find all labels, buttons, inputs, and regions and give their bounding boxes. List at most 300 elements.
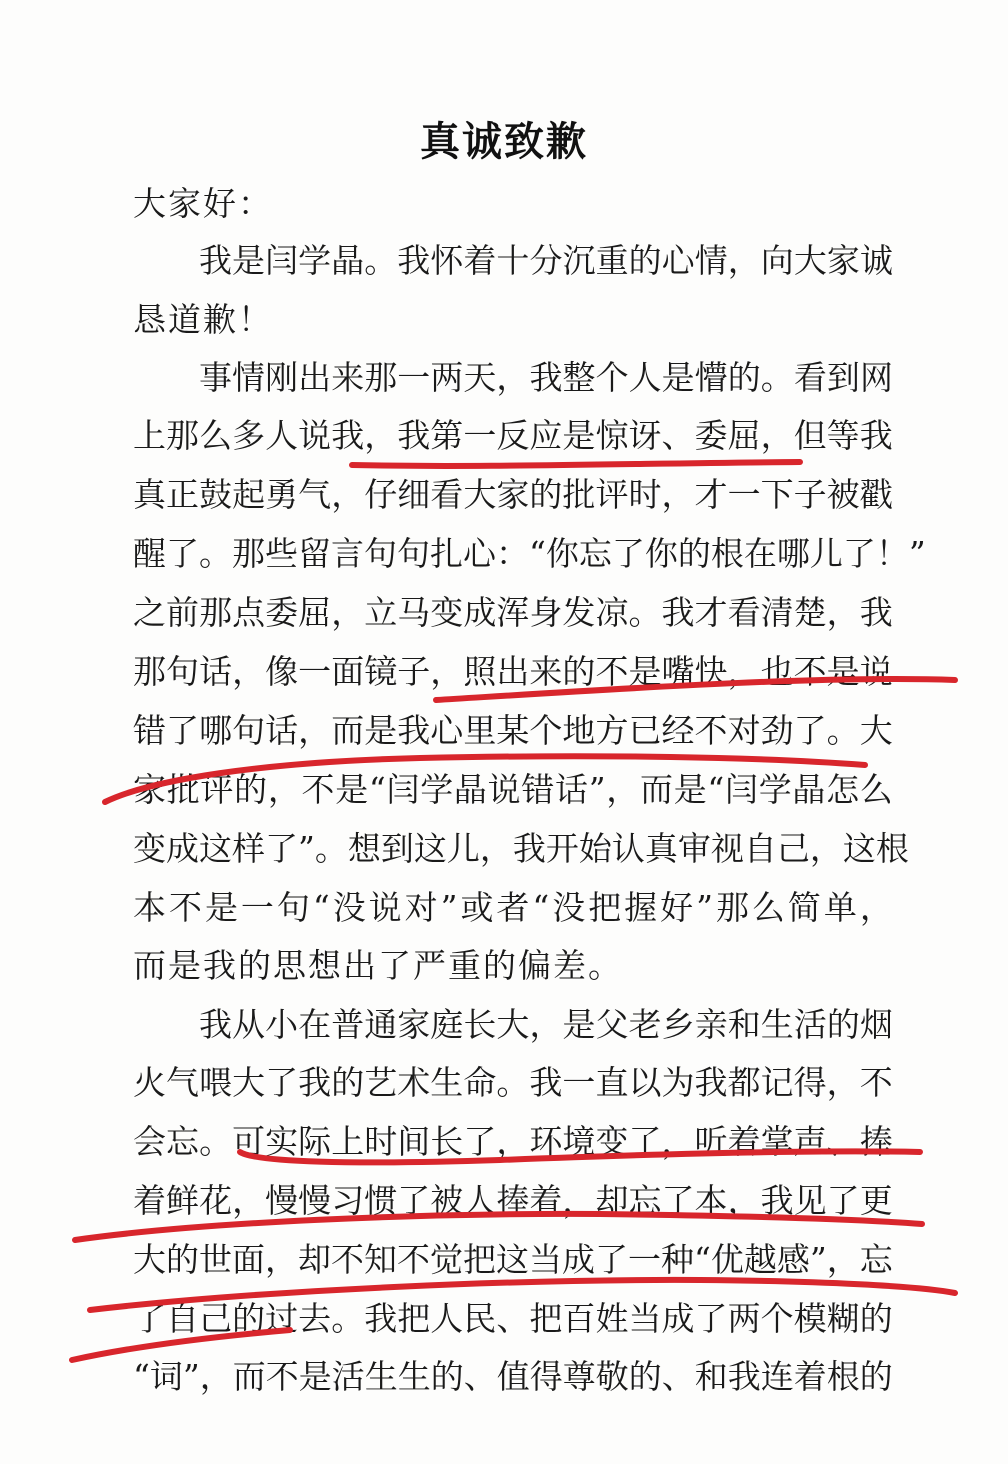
text-char: 你 [644, 534, 678, 573]
text-char: 等 [826, 416, 860, 455]
text-char: 看 [793, 358, 827, 397]
text-char: 着 [529, 1181, 563, 1220]
text-char: 自 [743, 829, 777, 868]
text-char: 发 [562, 593, 596, 632]
text-char: 我 [298, 1063, 332, 1102]
text-char: 忘 [628, 1181, 662, 1220]
text-char: 惊 [595, 416, 629, 455]
text-char: 那 [133, 652, 166, 691]
text-char: 我 [512, 829, 546, 868]
text-line [133, 829, 909, 869]
text-char: 重 [595, 241, 629, 280]
text-char: 我 [694, 1063, 728, 1102]
text-char: 姓 [595, 1299, 629, 1338]
text-char: 人 [628, 358, 662, 397]
text-char: 一 [628, 1240, 661, 1279]
text-char: 、 [661, 416, 695, 455]
text-char: 觉 [430, 1240, 463, 1279]
text-char: 是 [364, 711, 398, 750]
text-char: 却 [595, 1181, 629, 1220]
text-char: 见 [793, 1181, 827, 1220]
text-char: 屈 [298, 593, 332, 632]
text-char: “ [707, 770, 725, 809]
text-char: 上 [331, 1122, 365, 1161]
text-char: 喂 [199, 1063, 233, 1102]
text-char: 知 [364, 1240, 397, 1279]
text-char: 哪 [199, 711, 233, 750]
text-char: “ [368, 770, 386, 809]
text-char: 情 [232, 358, 266, 397]
text-char: 的 [859, 1357, 893, 1396]
text-char: “ [532, 888, 550, 927]
text-char: 句 [364, 534, 397, 573]
text-char: 那 [715, 888, 749, 927]
text-char: 大 [793, 241, 827, 280]
text-char: 身 [529, 593, 563, 632]
text-char: 天 [463, 358, 497, 397]
text-char: 敬 [595, 1357, 629, 1396]
text-char: 家 [496, 475, 530, 514]
text-char: 了 [463, 1122, 497, 1161]
text-char: 大 [463, 475, 497, 514]
text-char: 我 [397, 416, 431, 455]
text-char: 开 [545, 829, 579, 868]
text-char: 而 [640, 770, 673, 809]
text-char: 烟 [859, 1005, 893, 1044]
text-char: 学 [758, 770, 792, 809]
text-char: 了 [842, 534, 876, 573]
text-char: 不 [793, 652, 827, 691]
text-char: 活 [793, 1005, 827, 1044]
text-char: 声 [793, 1122, 827, 1161]
text-char: 两 [727, 1299, 761, 1338]
text-line [133, 1122, 893, 1162]
text-char: 了 [133, 1299, 166, 1338]
text-char: 不 [694, 711, 728, 750]
text-char: 民 [463, 1299, 497, 1338]
text-char: 越 [743, 1240, 777, 1279]
text-char: 不 [168, 888, 202, 927]
text-char: 气 [298, 475, 332, 514]
text-char: 立 [364, 593, 398, 632]
text-char: 感 [776, 1240, 810, 1279]
text-char: 批 [562, 475, 596, 514]
text-char: 不 [595, 652, 629, 691]
text-char: 讶 [628, 416, 662, 455]
text-char: 以 [628, 1063, 662, 1102]
text-line [133, 652, 893, 692]
text-char: 者 [496, 888, 530, 927]
text-char: ， [809, 829, 843, 868]
text-char: 沉 [562, 241, 596, 280]
text-char: 劲 [760, 711, 794, 750]
text-char: 醒 [133, 534, 166, 573]
text-char: 了 [595, 1240, 628, 1279]
text-char: 怀 [430, 241, 464, 280]
text-char: 活 [331, 1357, 365, 1396]
text-char: 际 [298, 1122, 332, 1161]
text-char: 着 [727, 1122, 761, 1161]
text-char: 评 [200, 770, 234, 809]
text-line [133, 1181, 893, 1221]
text-char: 句 [397, 534, 430, 573]
text-char: 镜 [364, 652, 398, 691]
text-char: ， [364, 416, 398, 455]
text-char: 学 [298, 241, 332, 280]
text-char: 网 [859, 358, 893, 397]
text-char: 根 [826, 1357, 860, 1396]
text-char: 对 [727, 711, 761, 750]
text-char: 那 [364, 358, 398, 397]
text-char: 了 [628, 1122, 662, 1161]
text-char: ， [496, 1122, 530, 1161]
text-char: 那 [199, 593, 233, 632]
text-char: 说 [487, 770, 521, 809]
text-char: 马 [397, 593, 431, 632]
text-char: 为 [661, 1063, 695, 1102]
text-char: 嘴 [661, 652, 695, 691]
text-char: ， [232, 1181, 266, 1220]
text-char: 捧 [859, 1122, 893, 1161]
text-char: 了 [166, 534, 199, 573]
text-char: 大 [859, 711, 893, 750]
text-char: 、 [826, 1122, 860, 1161]
text-char: 没 [332, 888, 366, 927]
text-char: 去 [298, 1299, 332, 1338]
text-char: 气 [166, 1063, 200, 1102]
text-char: 清 [760, 593, 794, 632]
text-char: 委 [694, 416, 728, 455]
text-char: 模 [793, 1299, 827, 1338]
text-char: 是 [562, 1005, 596, 1044]
text-char: 得 [793, 1063, 827, 1102]
text-line [133, 1240, 893, 1280]
text-char: 批 [166, 770, 200, 809]
text-char: 惯 [364, 1181, 398, 1220]
text-char: 了 [694, 1299, 728, 1338]
text-char: 了 [611, 534, 645, 573]
text-char: 成 [562, 1240, 595, 1279]
text-char: 。 [331, 1299, 365, 1338]
text-char: 可 [232, 1122, 266, 1161]
text-char: 生 [430, 1063, 464, 1102]
text-char: ” [696, 888, 713, 927]
text-char: 大 [232, 1063, 266, 1102]
text-char: 儿 [809, 534, 843, 573]
text-char: 十 [496, 241, 530, 280]
text-char: 说 [298, 416, 332, 455]
text-char: 的 [430, 1357, 464, 1396]
text-char: ， [826, 593, 860, 632]
text-char: 单 [823, 888, 857, 927]
text-char: 仔 [364, 475, 398, 514]
text-char: 一 [463, 416, 497, 455]
text-char: 一 [727, 475, 761, 514]
text-char: 慢 [298, 1181, 332, 1220]
text-char: 经 [661, 711, 695, 750]
text-char: 却 [298, 1240, 331, 1279]
text-char: 才 [694, 475, 728, 514]
text-char: 这 [842, 829, 876, 868]
text-char: 简 [787, 888, 821, 927]
text-char: 着 [133, 1181, 166, 1220]
text-char: 握 [624, 888, 658, 927]
text-line [133, 1063, 893, 1103]
text-char: “ [694, 1240, 711, 1279]
text-char: 向 [760, 241, 794, 280]
text-line [133, 888, 893, 928]
text-char: 认 [611, 829, 645, 868]
text-char: 晶 [792, 770, 826, 809]
text-char: 亲 [694, 1005, 728, 1044]
text-char: 小 [265, 1005, 299, 1044]
text-char: 、 [496, 1299, 530, 1338]
document-title: 真诚致歉 [420, 118, 588, 165]
text-char: 在 [298, 1005, 332, 1044]
text-char: 把 [463, 1240, 496, 1279]
text-char: 句 [232, 711, 266, 750]
text-char: 的 [232, 1299, 266, 1338]
text-char: 是 [661, 358, 695, 397]
text-char: 我 [364, 1299, 398, 1338]
text-char: ， [661, 475, 695, 514]
text-char: 人 [463, 1181, 497, 1220]
text-char: 大 [496, 1005, 530, 1044]
text-char: 连 [760, 1357, 794, 1396]
text-char: 扎 [430, 534, 463, 573]
text-char: 人 [430, 1299, 464, 1338]
text-char: 委 [265, 593, 299, 632]
text-char: ， [479, 829, 513, 868]
text-line: 恳道歉！ [133, 300, 273, 339]
text-char: 方 [595, 711, 629, 750]
text-char: 出 [496, 652, 530, 691]
text-char: 更 [859, 1181, 893, 1220]
text-char: 变 [430, 593, 464, 632]
text-char: 晶 [453, 770, 487, 809]
text-char: ： [496, 534, 529, 573]
text-char: 环 [529, 1122, 563, 1161]
text-char: 被 [430, 1181, 464, 1220]
text-char: 起 [232, 475, 266, 514]
text-char: 凉 [595, 593, 629, 632]
text-char: 么 [859, 770, 893, 809]
text-char: 长 [463, 1005, 497, 1044]
text-char: 家 [133, 770, 166, 809]
text-char: 真 [644, 829, 678, 868]
text-char: 点 [232, 593, 266, 632]
text-char: 慢 [265, 1181, 299, 1220]
text-char: 浑 [496, 593, 530, 632]
text-char: 学 [420, 770, 454, 809]
text-char: 的 [331, 1063, 365, 1102]
text-char: 是 [826, 652, 860, 691]
text-char: ， [562, 1181, 596, 1220]
text-char: 。 [199, 1122, 233, 1161]
text-char: 看 [430, 475, 464, 514]
text-char: 生 [760, 1005, 794, 1044]
text-char: 的 [677, 534, 711, 573]
text-char: 我 [661, 593, 695, 632]
text-char: 艺 [364, 1063, 398, 1102]
text-char: 视 [710, 829, 744, 868]
text-char: ， [496, 358, 530, 397]
text-char: 前 [166, 593, 200, 632]
text-line [199, 241, 893, 281]
text-char: 。 [496, 1063, 530, 1102]
text-char: 术 [397, 1063, 431, 1102]
text-line [199, 358, 893, 398]
text-char: ， [529, 1005, 563, 1044]
text-char: ， [430, 652, 464, 691]
text-char: 而 [331, 711, 365, 750]
text-char: 是 [562, 416, 596, 455]
text-line [133, 416, 893, 456]
text-char: 我 [331, 416, 365, 455]
text-char: 的 [859, 1299, 893, 1338]
text-char: ， [661, 1122, 695, 1161]
text-char: 我 [727, 1357, 761, 1396]
text-char: 在 [743, 534, 777, 573]
text-char: 鼓 [199, 475, 233, 514]
text-char: 来 [331, 358, 365, 397]
text-char: 自 [166, 1299, 200, 1338]
text-char: 了 [265, 829, 298, 868]
text-char: ， [265, 1240, 298, 1279]
text-char: 句 [166, 652, 200, 691]
text-char: 变 [595, 1122, 629, 1161]
text-char: 第 [430, 416, 464, 455]
text-char: 戳 [859, 475, 893, 514]
text-char: 分 [529, 241, 563, 280]
text-char: 闫 [265, 241, 299, 280]
text-char: 从 [232, 1005, 266, 1044]
text-char: 命 [463, 1063, 497, 1102]
text-char: 心 [661, 241, 695, 280]
underline-mark-1 [352, 462, 800, 466]
text-char: 。 [826, 711, 860, 750]
text-char: “ [529, 534, 546, 573]
text-char: 忘 [578, 534, 612, 573]
text-char: 心 [430, 711, 464, 750]
text-char: 火 [133, 1063, 166, 1102]
text-char: 值 [496, 1357, 530, 1396]
text-char: 一 [562, 1063, 596, 1102]
text-char: 的 [826, 1005, 860, 1044]
text-char: 了 [661, 1181, 695, 1220]
text-char: 说 [368, 888, 402, 927]
text-line [133, 1357, 893, 1397]
text-char: ” [182, 1357, 200, 1396]
text-char: 想 [347, 829, 381, 868]
text-char: 的 [628, 1357, 662, 1396]
text-char: 细 [397, 475, 431, 514]
text-char: 糊 [826, 1299, 860, 1338]
text-char: 花 [199, 1181, 233, 1220]
text-char: 实 [265, 1122, 299, 1161]
text-char: 本 [694, 1181, 728, 1220]
text-char: 但 [793, 416, 827, 455]
text-char: 成 [661, 1299, 695, 1338]
text-char: 是 [335, 770, 369, 809]
text-char: 快 [694, 652, 728, 691]
text-char: 的 [529, 475, 563, 514]
text-char: 到 [380, 829, 414, 868]
text-char: 当 [529, 1240, 562, 1279]
text-char: 我 [859, 593, 893, 632]
text-char: 说 [859, 652, 893, 691]
text-char: 、 [463, 1357, 497, 1396]
text-char: 屈 [727, 416, 761, 455]
text-char: 掌 [760, 1122, 794, 1161]
text-char: 言 [331, 534, 364, 573]
text-char: 通 [364, 1005, 398, 1044]
text-char: 我 [529, 1063, 563, 1102]
text-char: 这 [496, 1240, 529, 1279]
text-char: 父 [595, 1005, 629, 1044]
text-line [133, 475, 893, 515]
text-char: 个 [529, 711, 563, 750]
text-char: 一 [397, 358, 431, 397]
text-char: 根 [875, 829, 909, 868]
text-char: ， [331, 475, 365, 514]
text-char: 话 [555, 770, 589, 809]
text-char: ” [440, 888, 458, 927]
text-char: 己 [776, 829, 810, 868]
text-char: 之 [133, 593, 166, 632]
text-char: 晶 [331, 241, 365, 280]
text-char: 把 [588, 888, 622, 927]
text-char: 哪 [776, 534, 810, 573]
text-char: 么 [199, 416, 233, 455]
text-char: ！ [875, 534, 909, 573]
text-char: ， [760, 416, 794, 455]
text-char: 乡 [661, 1005, 695, 1044]
text-char: 错 [521, 770, 555, 809]
text-char: 鲜 [166, 1181, 200, 1220]
text-char: 直 [595, 1063, 629, 1102]
text-char: 过 [265, 1299, 299, 1338]
text-char: 家 [826, 241, 860, 280]
text-char: 好 [660, 888, 694, 927]
text-char: ， [199, 1357, 233, 1396]
text-char: 捧 [496, 1181, 530, 1220]
text-char: 时 [364, 1122, 398, 1161]
text-char: 始 [578, 829, 612, 868]
text-char: 人 [265, 416, 299, 455]
text-char: 那 [166, 416, 200, 455]
text-char: 。 [364, 241, 398, 280]
text-line [133, 593, 893, 633]
text-char: 变 [133, 829, 166, 868]
text-char: 生 [364, 1357, 398, 1396]
text-char: 话 [265, 711, 299, 750]
text-char: 也 [760, 652, 794, 691]
text-char: 照 [463, 652, 497, 691]
text-char: 成 [463, 593, 497, 632]
text-char: 正 [166, 475, 200, 514]
text-char: 普 [331, 1005, 365, 1044]
text-char: 面 [232, 1240, 265, 1279]
text-char: 的 [166, 1240, 199, 1279]
text-char: 的 [628, 241, 662, 280]
text-char: 个 [595, 358, 629, 397]
text-char: 么 [751, 888, 785, 927]
text-char: ， [232, 652, 266, 691]
text-char: 我 [397, 241, 431, 280]
text-char: 忘 [166, 1122, 200, 1161]
text-char: 出 [298, 358, 332, 397]
